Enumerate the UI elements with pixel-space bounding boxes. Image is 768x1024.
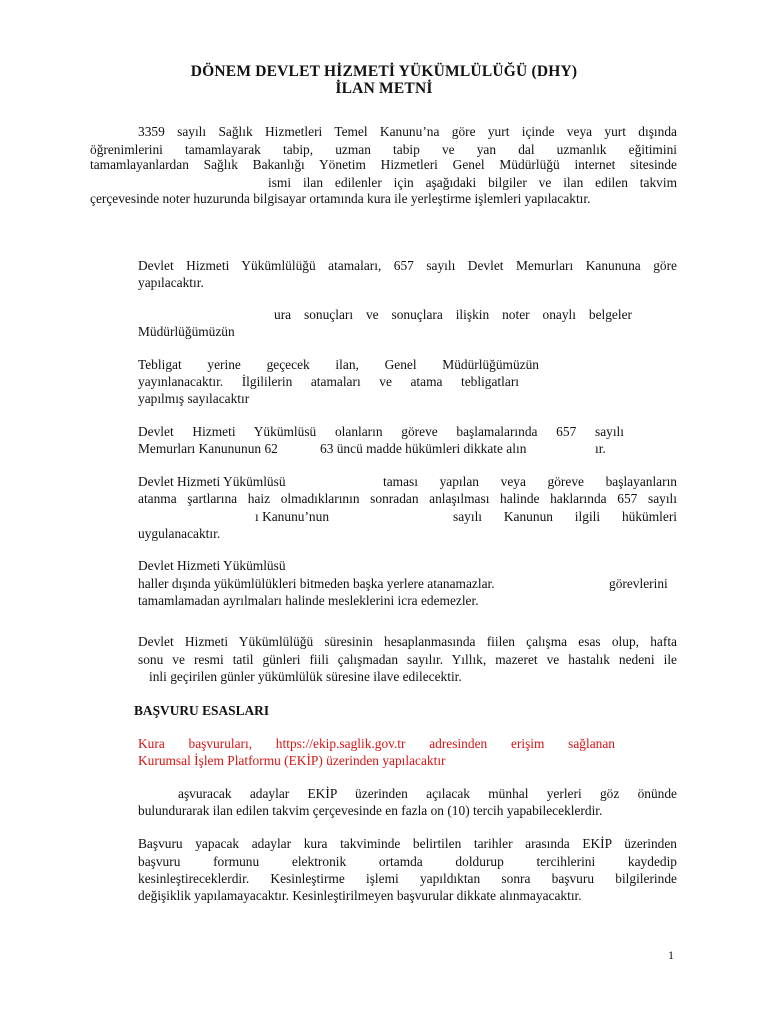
para1-line-1: Devlet Hizmeti Yükümlülüğü atamaları, 657 sayılı Devlet Memurları Kanununa göre [138,258,677,273]
para8-line-1: aşvuracak adaylar EKİP üzerinden açılacak münhal yerleri göz önünde [178,786,677,801]
intro-line-4: ismi ilan edilenler için aşağıdaki bilgiler ve ilan edilen takvim [268,175,677,190]
para7-line-3: inli geçirilen günler yükümlülük süresine ilave edilecektir. [149,669,462,684]
para4-line-2c: ır. [595,441,606,456]
red-para-line-2: Kurumsal İşlem Platformu (EKİP) üzerinden yapılacaktır [138,753,446,768]
para5-line-3b: sayılı Kanunun ilgili hükümleri [453,509,677,524]
para9-line-2: başvuru formunu elektronik ortamda doldurup tercihlerini kaydedip [138,854,677,869]
intro-line-3: tamamlayanlardan Sağlık Bakanlığı Yönetim Hizmetleri Genel Müdürlüğü internet sitesinde [90,157,677,172]
para3-line-1: Tebligat yerine geçecek ilan, Genel Müdürlüğümüzün [138,357,539,372]
intro-line-5: çerçevesinde noter huzurunda bilgisayar ortamında kura ile yerleştirme işlemleri yapılacaktır. [90,191,591,206]
para9-line-1: Başvuru yapacak adaylar kura takviminde belirtilen tarihler arasında EKİP üzerinden [138,836,677,851]
para6-line-2a: haller dışında yükümlülükleri bitmeden başka yerlere atanamazlar. [138,576,495,591]
document-subtitle: İLAN METNİ [335,80,433,97]
para5-line-1b: taması yapılan veya göreve başlayanların [383,474,677,489]
para9-line-3: kesinleştireceklerdir. Kesinleştirme işlemi yapıldıktan sonra başvuru bilgilerinde [138,871,677,886]
para5-line-3a: ı Kanunu’nun [255,509,330,524]
section-heading: BAŞVURU ESASLARI [134,703,270,718]
para9-line-4: değişiklik yapılamayacaktır. Kesinleştirilmeyen başvurular dikkate alınmayacaktır. [138,888,582,903]
para4-line-1: Devlet Hizmeti Yükümlüsü olanların göreve başlamalarında 657 sayılı [138,424,624,439]
intro-line-1: 3359 sayılı Sağlık Hizmetleri Temel Kanunu’na göre yurt içinde veya yurt dışında [138,124,677,139]
page-number: 1 [668,948,674,962]
para6-line-1: Devlet Hizmeti Yükümlüsü [138,558,286,573]
para2-line-1: ura sonuçları ve sonuçlara ilişkin noter onaylı belgeler [274,307,632,322]
para7-line-1: Devlet Hizmeti Yükümlülüğü süresinin hesaplanmasında fiilen çalışma esas olup, hafta [138,634,677,649]
para5-line-1a: Devlet Hizmeti Yükümlüsü [138,474,286,489]
para5-line-4: uygulanacaktır. [138,526,221,541]
para6-line-3: tamamlamadan ayrılmaları halinde mesleklerini icra edemezler. [138,593,479,608]
para5-line-2: atanma şartlarına haiz olmadıklarının sonradan anlaşılması halinde haklarında 657 sayılı [138,491,677,506]
para4-line-2a: Memurları Kanununun 62 [138,441,278,456]
red-para-line-1: Kura başvuruları, https://ekip.saglik.gov.tr adresinden erişim sağlanan [138,736,615,751]
para8-line-2: bulundurarak ilan edilen takvim çerçevesinde en fazla on (10) tercih yapabileceklerdir. [138,803,603,818]
para4-line-2b: 63 üncü madde hükümleri dikkate alın [320,441,527,456]
para1-line-2: yapılacaktır. [138,275,204,290]
para6-line-2b: görevlerini [609,576,668,591]
para2-line-2: Müdürlüğümüzün [138,324,235,339]
intro-line-2: öğrenimlerini tamamlayarak tabip, uzman tabip ve yan dal uzmanlık eğitimini [90,142,677,157]
para7-line-2: sonu ve resmi tatil günleri fiili çalışmadan sayılır. Yıllık, mazeret ve hastalık nedeni ile [138,652,677,667]
para3-line-2: yayınlanacaktır. İlgililerin atamaları ve atama tebligatları [138,374,519,389]
document-title: DÖNEM DEVLET HİZMETİ YÜKÜMLÜLÜĞÜ (DHY) [190,63,578,80]
para3-line-3: yapılmış sayılacaktır [138,391,250,406]
